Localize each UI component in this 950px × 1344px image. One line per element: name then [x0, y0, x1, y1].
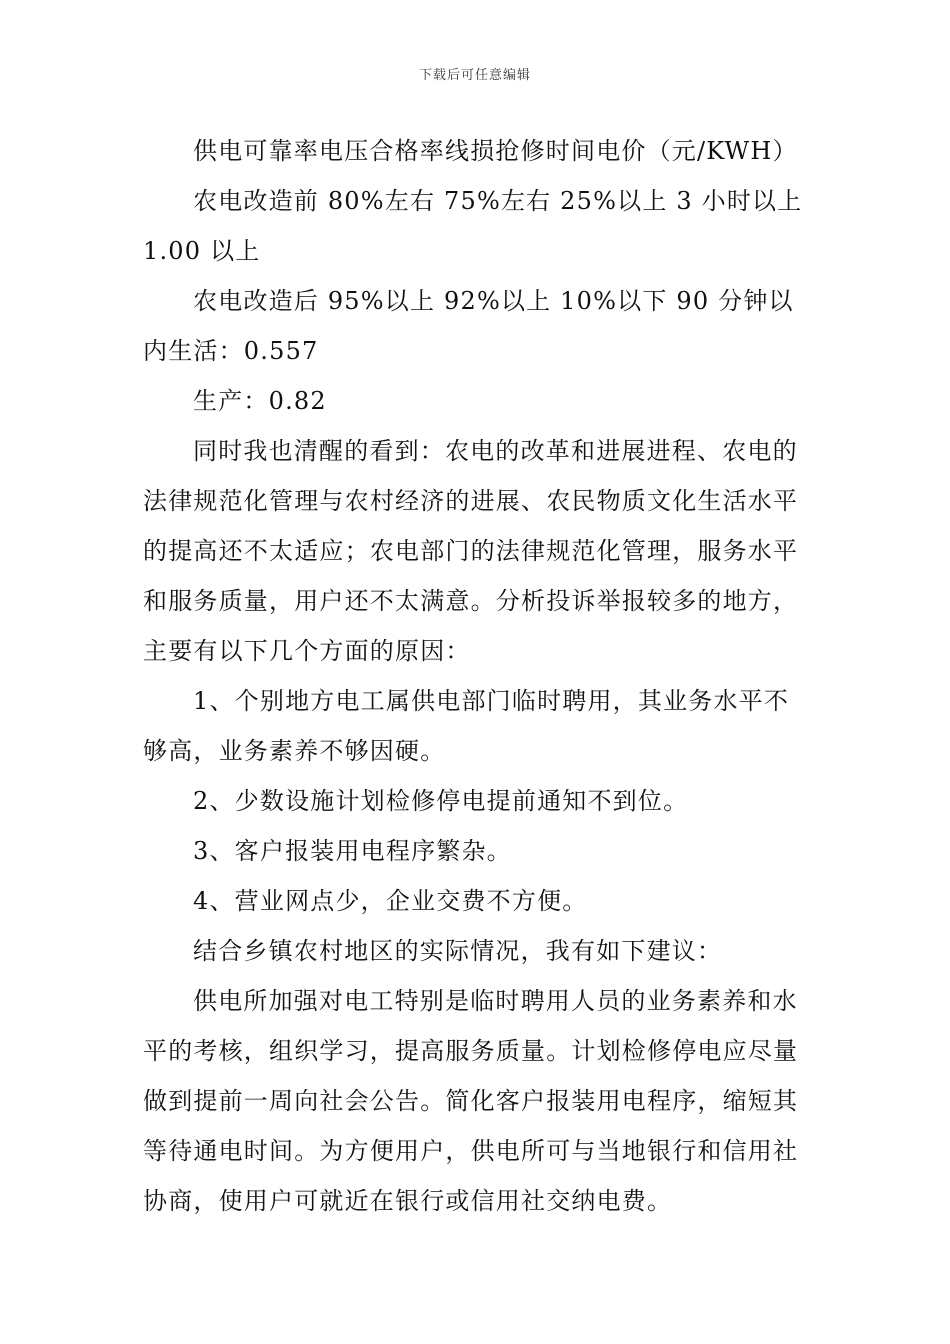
production-price-line: 生产：0.82 — [193, 387, 327, 415]
before-reform-line: 农电改造前 80%左右 75%左右 25%以上 3 小时以上 1.00 以上 — [143, 187, 803, 265]
table-header-line: 供电可靠率电压合格率线损抢修时间电价（元/KWH） — [193, 137, 798, 165]
reason-item-3: 3、客户报装用电程序繁杂。 — [193, 837, 512, 865]
reason-item-4: 4、营业网点少，企业交费不方便。 — [193, 887, 588, 915]
page-header: 下载后可任意编辑 — [418, 68, 531, 83]
suggestion-paragraph: 供电所加强对电工特别是临时聘用人员的业务素养和水平的考核，组织学习，提高服务质量。计划检修停电应尽量做到提前一周向社会公告。简化客户报装用电程序，缩短其等待通电时间。为方便用户，供电所可与当地银行和信用社协商，使用户可就近在银行或信用社交纳电费。 — [143, 987, 799, 1215]
analysis-paragraph: 同时我也清醒的看到：农电的改革和进展进程、农电的法律规范化管理与农村经济的进展、农民物质文化生活水平的提高还不太适应；农电部门的法律规范化管理，服务水平和服务质量，用户还不太满意。分析投诉举报较多的地方，主要有以下几个方面的原因： — [143, 437, 799, 665]
reason-item-2: 2、少数设施计划检修停电提前通知不到位。 — [193, 787, 689, 815]
reason-item-1: 1、个别地方电工属供电部门临时聘用，其业务水平不够高，业务素养不够因硬。 — [143, 687, 790, 765]
document-body — [143, 126, 809, 1226]
suggestion-intro: 结合乡镇农村地区的实际情况，我有如下建议： — [193, 937, 723, 965]
after-reform-line: 农电改造后 95%以上 92%以上 10%以下 90 分钟以内生活：0.557 — [143, 287, 794, 365]
